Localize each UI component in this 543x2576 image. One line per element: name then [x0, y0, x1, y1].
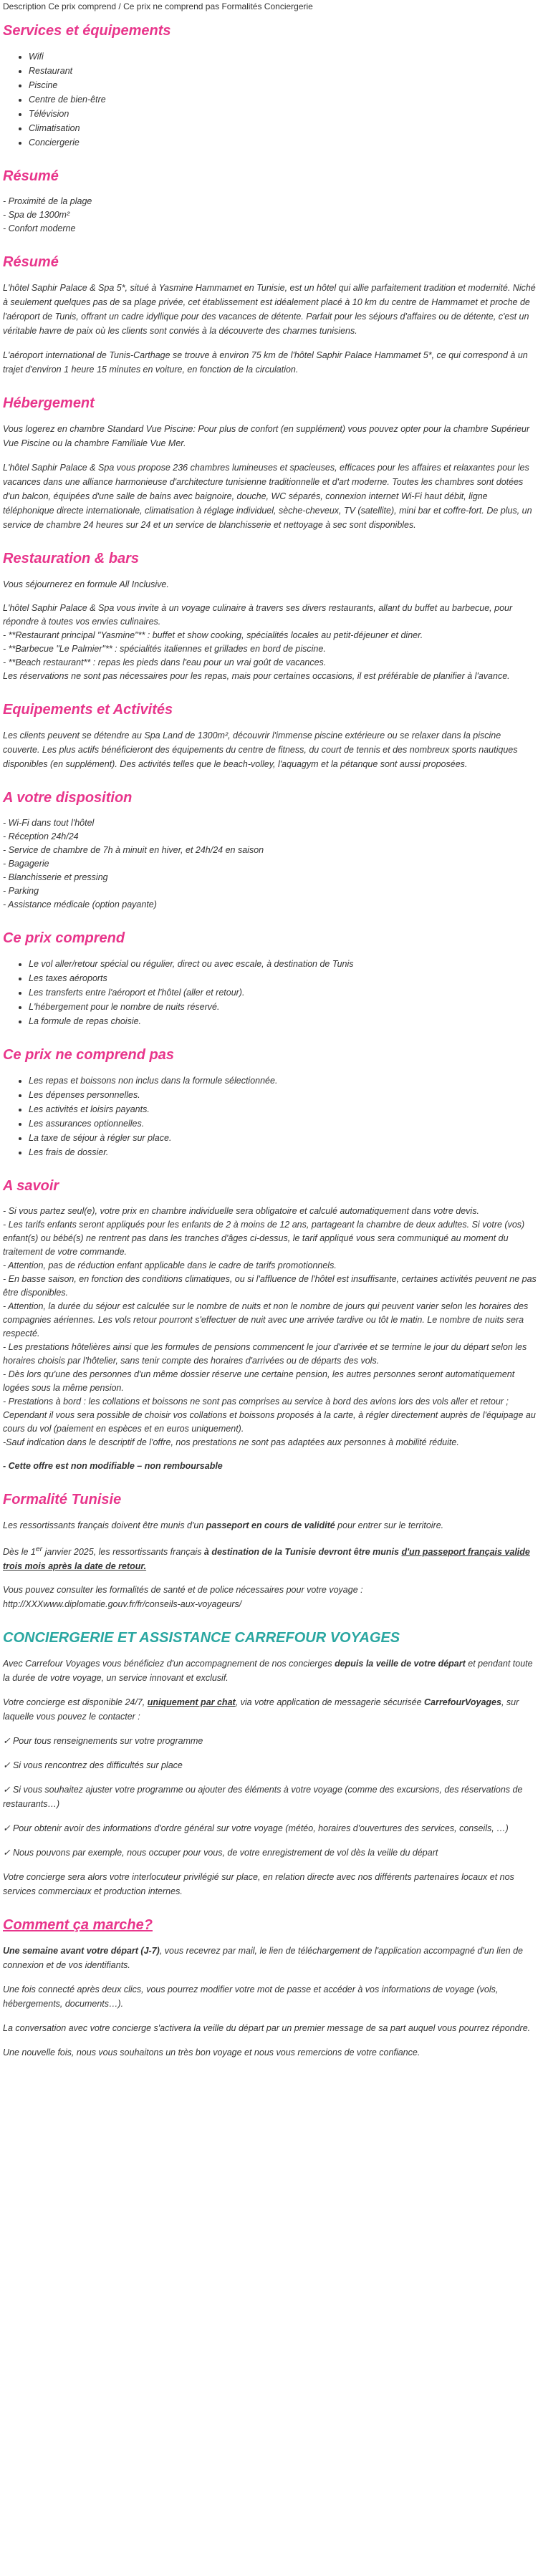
services-list [3, 49, 540, 150]
restauration-line: - **Restaurant principal "Yasmine"** : buffet et show cooking, spécialités locales au petit-déjeuner et diner. [3, 630, 423, 640]
prix-ne-comprend-list [3, 1074, 540, 1159]
services-item: • Conciergerie [29, 135, 540, 150]
hebergement-paragraph: Vous logerez en chambre Standard Vue Piscine: Pour plus de confort (en supplément) vous pouvez opter pour la chambre Supérieur Vue Piscine ou la chambre Familiale Vue Mer. [3, 424, 530, 448]
formalite-link[interactable]: http://XXXwww.diplomatie.gouv.fr/fr/conseils-aux-voyageurs/ [3, 1599, 242, 1610]
a-savoir-line: - Dès lors qu'une des personnes d'un même dossier réserve une certaine pension, les autres personnes seront automatiquement logées sous la même pension. [3, 1369, 515, 1393]
restauration-line: - **Beach restaurant** : repas les pieds dans l'eau pour un vrai goût de vacances. [3, 657, 327, 667]
conciergerie-paragraph [3, 1695, 540, 1724]
formalite-sup: er [35, 1545, 43, 1553]
disposition-line: - Parking [3, 886, 39, 896]
services-item: • Restaurant [29, 64, 540, 78]
comment-paragraph: La conversation avec votre concierge s'activera la veille du départ par un premier message de sa part auquel vous pourrez répondre. [3, 2023, 531, 2034]
prix-comprend-heading: Ce prix comprend [3, 930, 125, 946]
formalite-health-line: Vous pouvez consulter les formalités de santé et de police nécessaires pour votre voyage : [3, 1585, 363, 1596]
services-heading: Services et équipements [3, 23, 171, 39]
conciergerie-text: Avec Carrefour Voyages vous bénéficiez d'un accompagnement de nos concierges [3, 1659, 335, 1669]
disposition-line: - Service de chambre de 7h à minuit en hiver, et 24h/24 en saison [3, 845, 264, 855]
resume-detail-heading: Résumé [3, 254, 59, 270]
prix-comprend-item: • La formule de repas choisie. [29, 1014, 540, 1028]
services-item: • Piscine [29, 78, 540, 92]
prix-comprend-item: • Les transferts entre l'aéroport et l'hôtel (aller et retour). [29, 985, 540, 1000]
a-savoir-line: - Les prestations hôtelières ainsi que les formules de pensions commencent le jour d'arrivée et se termine le jour du départ selon les horaires choisis par l'hôtelier, sans tenir compte des horaires d'arrivées ou de départs des vols. [3, 1342, 527, 1366]
services-item: • Climatisation [29, 121, 540, 135]
prix-ne-comprend-item: • Les frais de dossier. [29, 1145, 540, 1159]
disposition-line: - Blanchisserie et pressing [3, 872, 108, 882]
formalite-passport-paragraph [3, 1518, 540, 1533]
hebergement-heading: Hébergement [3, 395, 95, 411]
conciergerie-underlined: uniquement par chat [147, 1697, 236, 1708]
conciergerie-paragraph: Votre concierge sera alors votre interlocuteur privilégié sur place, en relation directe avec nos différents partenaires locaux et nos services commerciaux et production internes. [3, 1872, 514, 1897]
disposition-line: - Réception 24h/24 [3, 831, 79, 841]
disposition-heading: A votre disposition [3, 790, 133, 806]
formalite-bold: passeport en cours de validité [206, 1520, 335, 1530]
resume-heading: Résumé [3, 168, 59, 184]
comment-paragraph: Une fois connecté après deux clics, vous pourrez modifier votre mot de passe et accéder à vos informations de voyage (vols, hébergements, documents…). [3, 1984, 499, 2010]
conciergerie-text: Votre concierge est disponible 24/7, [3, 1697, 148, 1708]
formalite-underlined: d'un passeport français valide trois mois après la date de retour. [3, 1547, 530, 1572]
prix-comprend-item: • L'hébergement pour le nombre de nuits réservé. [29, 1000, 540, 1014]
prix-ne-comprend-heading: Ce prix ne comprend pas [3, 1047, 174, 1063]
formalite-text: janvier 2025, les ressortissants français [42, 1547, 204, 1558]
formalite-2025-paragraph [3, 1543, 540, 1573]
conciergerie-text: , sur laquelle vous pouvez le contacter : [3, 1697, 519, 1722]
disposition-line: - Bagagerie [3, 859, 49, 869]
resume-line: - Proximité de la plage [3, 196, 92, 206]
conciergerie-check-item: ✓ Si vous souhaitez ajuster votre programme ou ajouter des éléments à votre voyage (comme des excursions, des réservations de restaurants…) [3, 1785, 523, 1810]
conciergerie-bold: CarrefourVoyages [424, 1697, 501, 1708]
prix-ne-comprend-item: • Les assurances optionnelles. [29, 1116, 540, 1131]
disposition-line: - Wi-Fi dans tout l'hôtel [3, 818, 95, 828]
formalite-bold: à destination de la Tunisie devront être munis [203, 1547, 402, 1558]
conciergerie-text: et pendant toute la durée de votre voyage, un service innovant et exclusif. [3, 1659, 533, 1684]
prix-ne-comprend-item: • Les dépenses personnelles. [29, 1088, 540, 1102]
conciergerie-check-item: ✓ Si vous rencontrez des difficultés sur place [3, 1760, 183, 1771]
tab-navigation-text: Description Ce prix comprend / Ce prix ne comprend pas Formalités Conciergerie [3, 1, 313, 11]
comment-heading: Comment ça marche? [3, 1917, 153, 1934]
resume-line: - Confort moderne [3, 223, 76, 233]
resume-paragraph: L'aéroport international de Tunis-Carthage se trouve à environ 75 km de l'hôtel Saphir Palace Hammamet 5*, ce qui correspond à un trajet d'environ 1 heure 15 minutes en voiture, en fonction de la circulation. [3, 350, 528, 375]
a-savoir-heading: A savoir [3, 1178, 59, 1194]
a-savoir-line: -Sauf indication dans le descriptif de l'offre, nos prestations ne sont pas adaptées aux personnes à mobilité réduite. [3, 1437, 459, 1447]
formalite-heading: Formalité Tunisie [3, 1492, 122, 1508]
services-item: • Centre de bien-être [29, 92, 540, 107]
conciergerie-check-item: ✓ Pour tous renseignements sur votre programme [3, 1736, 203, 1747]
prix-ne-comprend-item: • La taxe de séjour à régler sur place. [29, 1131, 540, 1145]
a-savoir-line: - En basse saison, en fonction des conditions climatiques, ou si l'affluence de l'hôtel est insuffisante, certaines activités peuvent ne pas être disponibles. [3, 1274, 537, 1298]
a-savoir-line: - Prestations à bord : les collations et boissons ne sont pas comprises au service à bord des avions lors des vols aller et retour ; Cependant il vous sera possible de choisir vos collations et boissons proposés à la carte, à régler directement auprès de l'équipage au cours du vol (paiement en espèces et en euros uniquement). [3, 1396, 536, 1434]
a-savoir-line: - Attention, la durée du séjour est calculée sur le nombre de nuits et non le nombre de jours qui peuvent varier selon les horaires des compagnies aériennes. Les vols retour pourront s'effectuer de nuit avec une arrivée tardive ou tôt le matin. Le nombre de nuits sera respecté. [3, 1301, 529, 1338]
restauration-line: - **Barbecue "Le Palmier"** : spécialités italiennes et grillades en bord de piscine. [3, 644, 326, 654]
hebergement-paragraph: L'hôtel Saphir Palace & Spa vous propose 236 chambres lumineuses et spacieuses, efficaces pour les affaires et relaxantes pour les vacances dans une alliance harmonieuse d'architecture tunisienne traditionnelle et d'art moderne. Toutes les chambres sont dotées d'un balcon, équipées d'une salle de bains avec baignoire, douche, WC séparés, connexion internet Wi-Fi haut débit, ligne téléphonique directe internationale, climatisation à réglage individuel, sèche-cheveux, TV (satellite), mini bar et coffre-fort. De plus, un service de chambre 24 heures sur 24 et un service de blanchisserie et nettoyage à sec sont disponibles. [3, 463, 532, 530]
a-savoir-line: - Attention, pas de réduction enfant applicable dans le cadre de tarifs promotionnels. [3, 1260, 337, 1270]
conciergerie-check-item: ✓ Nous pouvons par exemple, nous occuper pour vous, de votre enregistrement de vol dès la veille du départ [3, 1848, 438, 1858]
a-savoir-line: - Si vous partez seul(e), votre prix en chambre individuelle sera obligatoire et calculé automatiquement dans votre devis. [3, 1206, 479, 1216]
a-savoir-line: - Les tarifs enfants seront appliqués pour les enfants de 2 à moins de 12 ans, partageant la chambre de deux adultes. Si votre (vos) enfant(s) ou bébé(s) ne rentrent pas dans les tranches d'âges ci-dessus, le tarif appliqué vous sera communiqué au moment du traitement de votre commande. [3, 1220, 525, 1257]
equipements-paragraph: Les clients peuvent se détendre au Spa Land de 1300m², découvrir l'immense piscine extérieure ou se relaxer dans la piscine couverte. Les plus actifs bénéficieront des équipements du centre de fitness, du court de tennis et des nombreux sports nautiques disponibles (en supplément). Des activités telles que le beach-volley, l'aquagym et la pétanque sont aussi proposées. [3, 730, 518, 769]
restauration-line: Les réservations ne sont pas nécessaires pour les repas, mais pour certaines occasions, il est préférable de planifier à l'avance. [3, 671, 510, 681]
prix-ne-comprend-item: • Les activités et loisirs payants. [29, 1102, 540, 1116]
formalite-text: Dès le 1 [3, 1547, 36, 1558]
restauration-heading: Restauration & bars [3, 551, 140, 566]
comment-paragraph: Une nouvelle fois, nous vous souhaitons un très bon voyage et nous vous remercions de votre confiance. [3, 2047, 421, 2058]
services-item: • Télévision [29, 107, 540, 121]
comment-bold: Une semaine avant votre départ (J-7) [3, 1946, 160, 1957]
disposition-line: - Assistance médicale (option payante) [3, 899, 157, 910]
non-refundable-note: - Cette offre est non modifiable – non remboursable [3, 1461, 223, 1471]
prix-ne-comprend-item: • Les repas et boissons non inclus dans la formule sélectionnée. [29, 1074, 540, 1088]
formalite-text: pour entrer sur le territoire. [335, 1520, 444, 1530]
resume-paragraph: L'hôtel Saphir Palace & Spa 5*, situé à Yasmine Hammamet en Tunisie, est un hôtel qui allie parfaitement tradition et modernité. Niché à seulement quelques pas de sa plage privée, cet établissement est idéalement placé à 10 km du centre de Hammamet et proche de l'aéroport de Tunis, offrant un cadre idyllique pour des vacances de détente. Parfait pour les séjours d'affaires ou de détente, c'est un véritable havre de paix où les clients sont conviés à la découverte des charmes tunisiens. [3, 283, 536, 336]
prix-comprend-item: • Le vol aller/retour spécial ou régulier, direct ou avec escale, à destination de Tunis [29, 957, 540, 971]
conciergerie-heading: CONCIERGERIE ET ASSISTANCE CARREFOUR VOYAGES [3, 1630, 400, 1646]
restauration-line: L'hôtel Saphir Palace & Spa vous invite à un voyage culinaire à travers ses divers restaurants, allant du buffet au barbecue, pour répondre à toutes vos envies culinaires. [3, 603, 513, 627]
prix-comprend-list [3, 957, 540, 1028]
equipements-heading: Equipements et Activités [3, 702, 173, 718]
comment-text: , vous recevrez par mail, le lien de téléchargement de l'application accompagné d'un lien de connexion et de vos identifiants. [3, 1946, 523, 1971]
conciergerie-text: , via votre application de messagerie sécurisée [235, 1697, 425, 1708]
restauration-intro: Vous séjournerez en formule All Inclusive. [3, 579, 169, 589]
conciergerie-paragraph [3, 1656, 540, 1685]
services-item: • Wifi [29, 49, 540, 64]
prix-comprend-item: • Les taxes aéroports [29, 971, 540, 985]
formalite-text: Les ressortissants français doivent être munis d'un [3, 1520, 206, 1530]
comment-paragraph [3, 1944, 540, 1972]
resume-line: - Spa de 1300m² [3, 210, 70, 220]
conciergerie-bold: depuis la veille de votre départ [335, 1659, 466, 1669]
spacer [3, 1449, 540, 1460]
conciergerie-check-item: ✓ Pour obtenir avoir des informations d'ordre général sur votre voyage (météo, horaires d'ouvertures des services, conseils, …) [3, 1823, 509, 1834]
